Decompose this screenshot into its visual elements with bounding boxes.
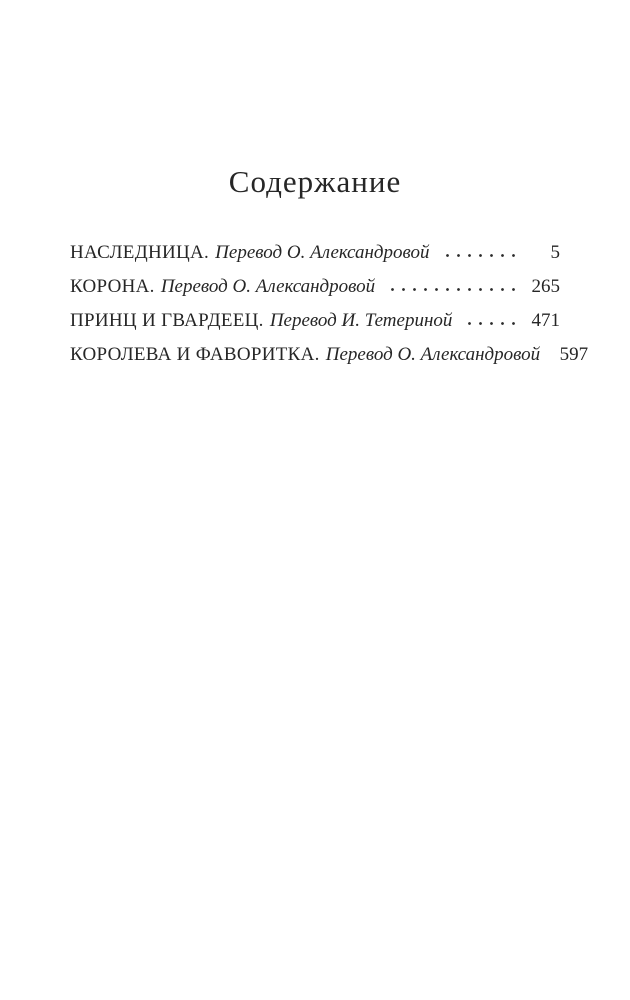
toc-entry [70,242,560,263]
page-title: Содержание [228,164,402,199]
toc-entry-title: ПРИНЦ И ГВАРДЕЕЦ. [70,310,264,331]
toc-entry [70,276,560,297]
dot-leader [438,253,520,258]
toc-entry-page-number: 5 [550,242,560,263]
toc-entry-title: НАСЛЕДНИЦА. [70,242,210,263]
dot-leader [383,287,520,292]
toc-entry [70,344,589,365]
dot-leader [460,321,520,326]
table-of-contents [70,242,589,365]
toc-entry-translator: Перевод О. Александровой [160,276,376,297]
toc-entry-title: КОРОНА. [70,276,155,297]
toc-entry-page-number: 597 [559,344,589,365]
toc-entry [70,310,560,331]
toc-entry-page-number: 471 [531,310,560,331]
toc-entry-title: КОРОЛЕВА И ФАВОРИТКА. [70,344,320,365]
toc-entry-translator: Перевод И. Тетериной [269,310,453,331]
toc-entry-translator: Перевод О. Александровой [215,242,430,263]
toc-entry-page-number: 265 [531,276,560,297]
toc-entry-translator: Перевод О. Александровой [325,344,541,365]
